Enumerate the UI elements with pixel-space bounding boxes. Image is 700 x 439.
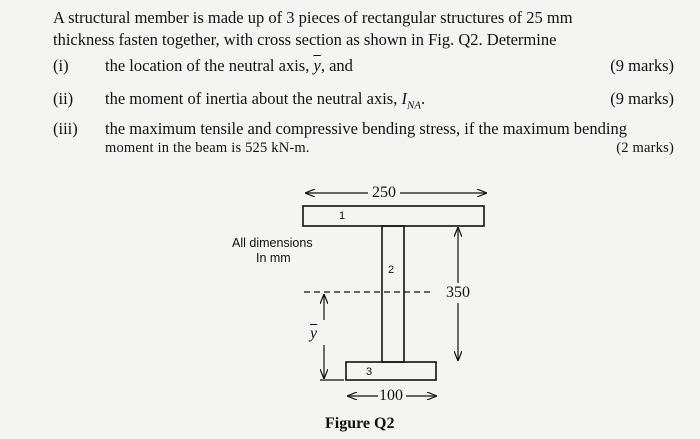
item-3-text: the maximum tensile and compressive bending stress, if the maximum bending [105, 119, 627, 138]
ybar-symbol: $\overline{y}$ [313, 56, 321, 75]
item-3-text-line-2: moment in the beam is 525 kN-m. [105, 140, 310, 156]
piece-1-flange [303, 206, 484, 226]
item-2-text: the moment of inertia about the neutral axis, $I_{NA}$. [105, 89, 426, 112]
ybar-label: $\overline{y}$ [310, 325, 318, 342]
item-2-number: (ii) [53, 89, 74, 108]
intro-line-2: thickness fasten together, with cross section as shown in Fig. Q2. Determine [53, 30, 557, 49]
item-2-marks: (9 marks) [610, 89, 674, 108]
piece-2-web [382, 226, 404, 362]
dimensions-note-line-2: In mm [256, 251, 291, 265]
part-3-label: 3 [366, 366, 373, 378]
part-1-label: 1 [339, 210, 346, 222]
part-2-label: 2 [388, 264, 395, 276]
dim-height-label: 350 [446, 284, 470, 301]
item-1-marks: (9 marks) [610, 56, 674, 75]
item-3-number: (iii) [53, 119, 78, 138]
item-3-marks: (2 marks) [616, 140, 674, 156]
dimensions-note-line-1: All dimensions [232, 236, 313, 250]
piece-3-bottom-flange [346, 362, 436, 380]
item-1-text: the location of the neutral axis, $\overline{y}$, and [105, 56, 353, 75]
dim-bottom-label: 100 [379, 387, 403, 404]
figure-caption: Figure Q2 [325, 415, 395, 432]
intro-line-1: A structural member is made up of 3 pieces of rectangular structures of 25 mm [53, 8, 573, 27]
dim-top-label: 250 [372, 184, 396, 201]
item-1-number: (i) [53, 56, 69, 75]
